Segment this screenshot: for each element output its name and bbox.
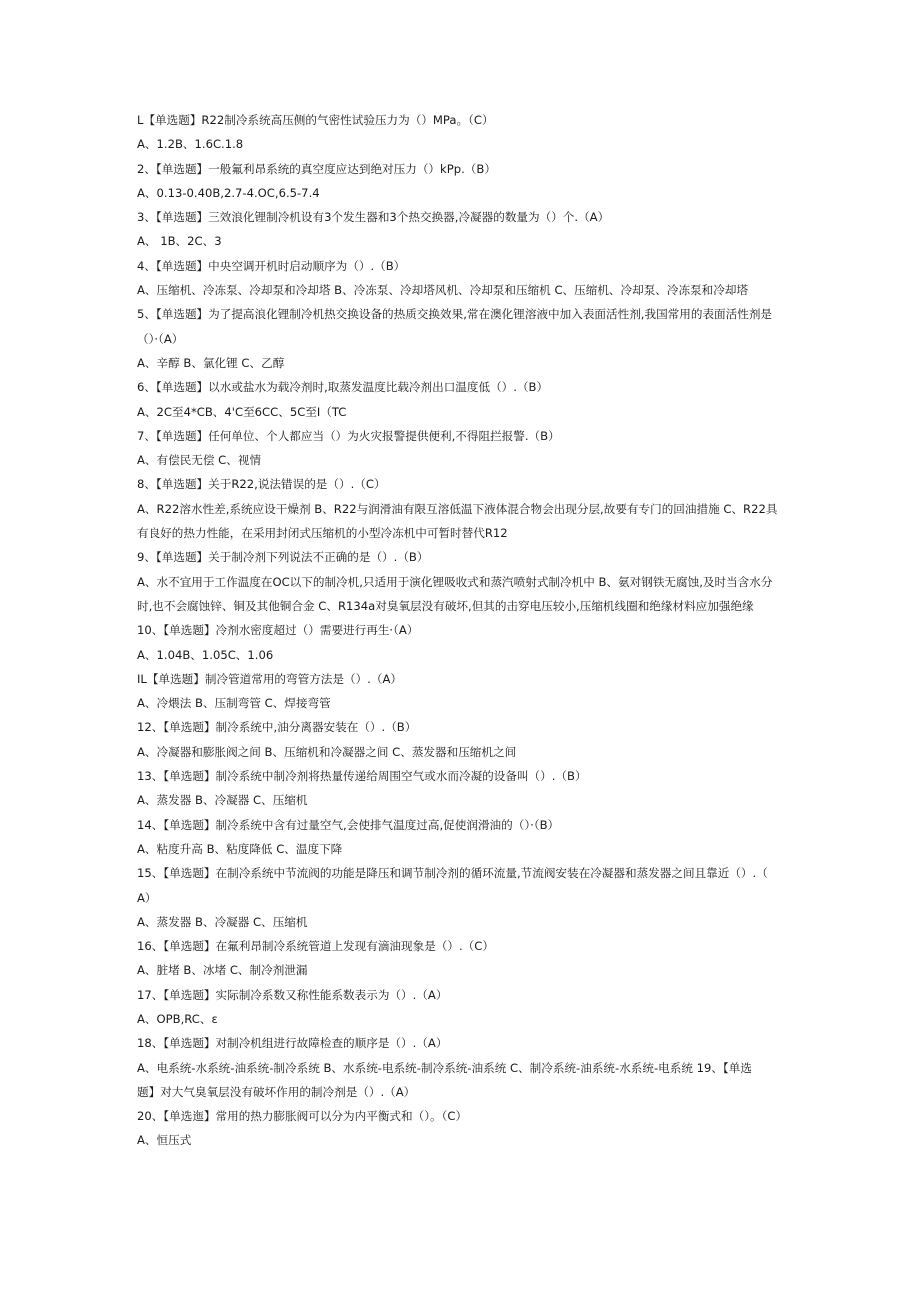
question-11: IL【单选题】制冷管道常用的弯管方法是（）.（A） xyxy=(137,671,402,686)
options-16: A、脏堵 B、冰堵 C、制冷剂泄漏 xyxy=(137,963,308,978)
question-17: 17、【单选题】实际制冷系数又称性能系数表示为（）.（A） xyxy=(137,987,448,1002)
question-15: 15、【单选题】在制冷系统中节流阀的功能是降压和调节制冷剂的循环流量,节流阀安装在冷凝器和蒸发器之间且靠近（）.（ xyxy=(137,866,768,881)
options-12: A、冷凝器和膨胀阀之间 B、压缩机和冷凝器之间 C、蒸发器和压缩机之间 xyxy=(137,744,517,759)
question-16: 16、【单选题】在氟利昂制冷系统管道上发现有滴油现象是（）.（C） xyxy=(137,939,494,954)
options-18: A、电系统-水系统-油系统-制冷系统 B、水系统-电系统-制冷系统-油系统 C、制冷系统-油系统-水系统-电系统 19、【单选 xyxy=(137,1060,752,1075)
options-2: A、0.13-0.40B,2.7-4.OC,6.5-7.4 xyxy=(137,185,320,200)
options-9: A、水不宜用于工作温度在OC以下的制冷机,只适用于演化锂吸收式和蒸汽喷射式制冷机中 B、氨对钢铁无腐蚀,及时当含水分 xyxy=(137,574,773,589)
options-15: A、蒸发器 B、冷凝器 C、压缩机 xyxy=(137,914,308,929)
question-list xyxy=(137,108,779,1153)
question-5-cont: （）·（A） xyxy=(137,331,184,346)
question-3: 3、【单选题】三效浪化锂制冷机设有3个发生器和3个热交换器,冷凝器的数量为（）个.（A） xyxy=(137,210,610,225)
options-9-cont: 时,也不会腐蚀锌、铜及其他铜合金 C、R134a对臭氧层没有破坏,但其的击穿电压较小,压缩机线圈和绝缘材料应加强绝缘 xyxy=(137,598,754,613)
question-4: 4、【单选题】中央空调开机时启动顺序为（）.（B） xyxy=(137,258,406,273)
question-15-cont: A） xyxy=(137,890,157,905)
question-18: 18、【单选题】对制冷机组进行故障检查的顺序是（）.（A） xyxy=(137,1036,448,1051)
options-17: A、OPB,RC、ε xyxy=(137,1011,218,1026)
options-4: A、压缩机、冷冻泵、冷却泵和冷却塔 B、冷冻泵、冷却塔风机、冷却泵和压缩机 C、压缩机、冷却泵、冷冻泵和冷却塔 xyxy=(137,283,749,298)
question-8: 8、【单选题】关于R22,说法错误的是（）.（C） xyxy=(137,477,386,492)
options-8: A、R22溶水性差,系统应设干燥剂 B、R22与润滑油有限互溶低温下液体混合物会出现分层,故要有专门的回油措施 C、R22具 xyxy=(137,501,778,516)
options-1: A、1.2B、1.6C.1.8 xyxy=(137,137,244,152)
options-11: A、冷煨法 B、压制弯管 C、焊接弯管 xyxy=(137,696,331,711)
options-8-cont: 有良好的热力性能，在采用封闭式压缩机的小型冷冻机中可暂时替代R12 xyxy=(137,526,508,541)
question-6: 6、【单选题】以水或盐水为载冷剂时,取蒸发温度比载冷剂出口温度低（）.（B） xyxy=(137,380,549,395)
question-7: 7、【单选题】任何单位、个人都应当（）为火灾报警提供便利,不得阻拦报警.（B） xyxy=(137,428,560,443)
question-14: 14、【单选题】制冷系统中含有过量空气,会使排气温度过高,促使润滑油的（）·（B） xyxy=(137,817,560,832)
options-6: A、2C至4*CB、4'C至6CC、5C至I（TC xyxy=(137,404,347,419)
question-2: 2、【单选题】一般氟利昂系统的真空度应达到绝对压力（）kPp.（B） xyxy=(137,161,496,176)
options-5: A、辛醇 B、氯化锂 C、乙醇 xyxy=(137,355,285,370)
question-5: 5、【单选题】为了提高浪化锂制冷机热交换设备的热质交换效果,常在澳化锂溶液中加入表面活性剂,我国常用的表面活性剂是 xyxy=(137,307,773,322)
question-10: 10、【单选题】冷剂水密度超过（）需要进行再生·（A） xyxy=(137,623,419,638)
question-1: L【单选题】R22制冷系统高压侧的气密性试验压力为（）MPa。（C） xyxy=(137,113,494,127)
question-13: 13、【单选题】制冷系统中制冷剂将热量传递给周围空气或水而冷凝的设备叫（）.（B） xyxy=(137,769,587,784)
question-19: 题】对大气臭氧层没有破坏作用的制冷剂是（）.（A） xyxy=(137,1084,416,1099)
options-20: A、恒压式 xyxy=(137,1133,192,1148)
question-20: 20、【单选迤】常用的热力膨胀阀可以分为内平衡式和（）。（C） xyxy=(137,1109,468,1124)
options-10: A、1.04B、1.05C、1.06 xyxy=(137,647,274,662)
options-7: A、有偿民无偿 C、视情 xyxy=(137,453,262,468)
options-3: A、 1B、2C、3 xyxy=(137,234,222,249)
question-9: 9、【单选题】关于制冷剂下列说法不正确的是（）.（B） xyxy=(137,550,429,565)
options-14: A、粘度升高 B、粘度降低 C、温度下降 xyxy=(137,841,343,856)
options-13: A、蒸发器 B、冷凝器 C、压缩机 xyxy=(137,793,308,808)
question-12: 12、【单选题】制冷系统中,油分离器安装在（）.（B） xyxy=(137,720,417,735)
